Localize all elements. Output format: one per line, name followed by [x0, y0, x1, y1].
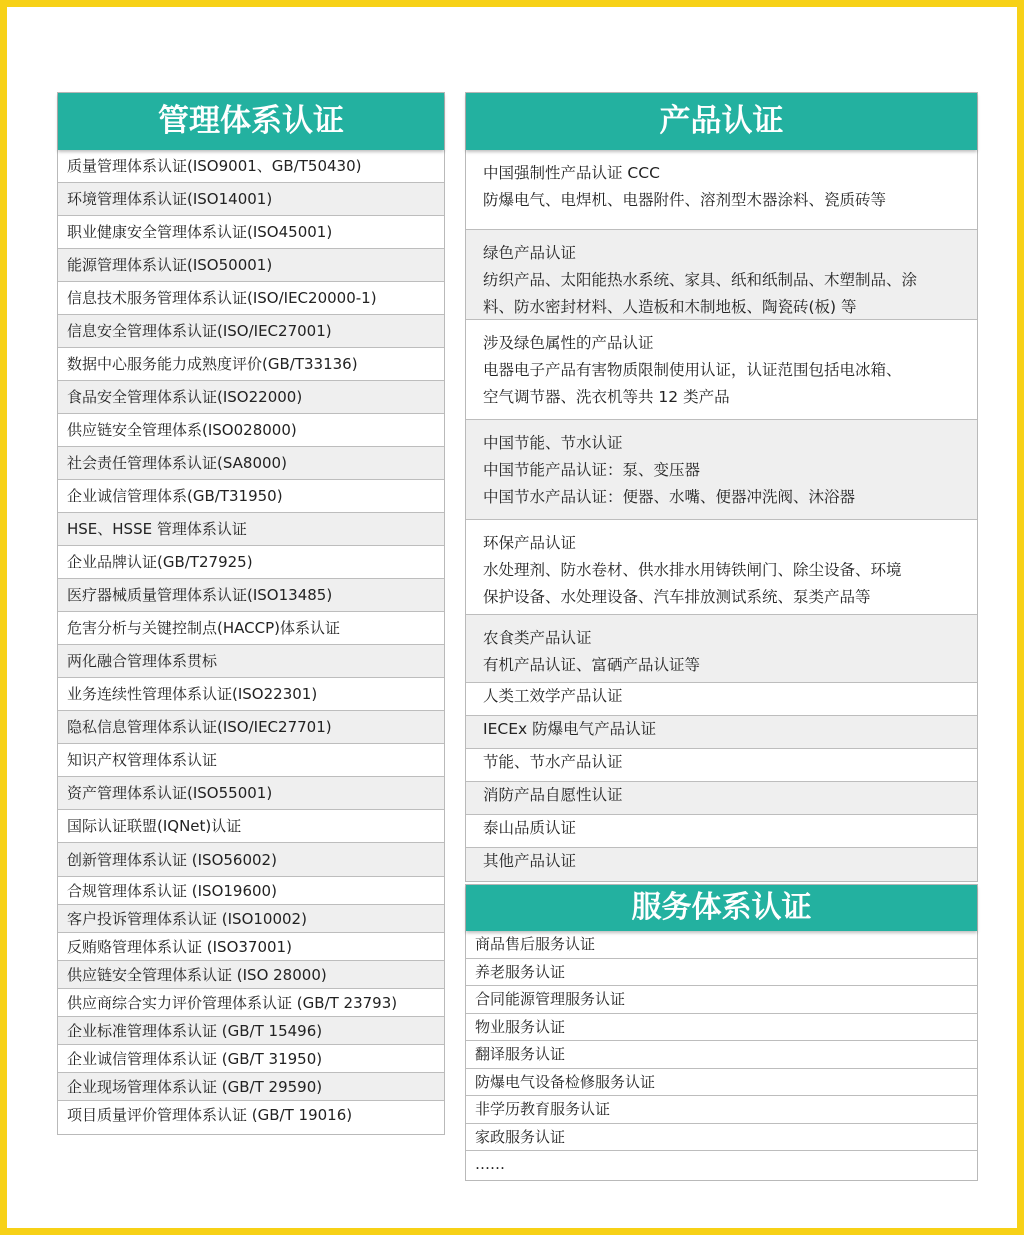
product-item-title: 其他产品认证 [483, 852, 577, 870]
service-item: 养老服务认证 [466, 959, 977, 987]
service-item: …… [475, 1155, 505, 1173]
product-item-detail: 防爆电气、电焊机、电器附件、溶剂型木器涂料、瓷质砖等 [483, 191, 887, 209]
product-item-title: 环保产品认证 [483, 534, 577, 552]
service-item: 翻译服务认证 [466, 1041, 977, 1069]
product-item [466, 320, 977, 420]
product-item [466, 815, 977, 848]
product-item-detail: 料、防水密封材料、人造板和木制地板、陶瓷砖(板) 等 [483, 298, 857, 316]
service-panel-title: 服务体系认证 [466, 885, 977, 931]
service-item: 合同能源管理服务认证 [466, 986, 977, 1014]
management-item: 合规管理体系认证 (ISO19600) [58, 877, 444, 905]
product-item-title: 节能、节水产品认证 [483, 753, 623, 771]
product-item-detail: 空气调节器、洗衣机等共 12 类产品 [483, 388, 730, 406]
management-item: 反贿赂管理体系认证 (ISO37001) [58, 933, 444, 961]
product-item-title: 泰山品质认证 [483, 819, 577, 837]
management-item: 食品安全管理体系认证(ISO22000) [58, 381, 444, 414]
management-item: 信息技术服务管理体系认证(ISO/IEC20000-1) [58, 282, 444, 315]
management-item: 供应链安全管理体系(ISO028000) [58, 414, 444, 447]
management-item: 业务连续性管理体系认证(ISO22301) [58, 678, 444, 711]
management-item: 信息安全管理体系认证(ISO/IEC27001) [58, 315, 444, 348]
product-item [466, 615, 977, 683]
product-item-title: 农食类产品认证 [483, 629, 592, 647]
management-item: HSE、HSSE 管理体系认证 [58, 513, 444, 546]
service-item: 物业服务认证 [466, 1014, 977, 1042]
product-item [466, 848, 977, 881]
management-item: 供应链安全管理体系认证 (ISO 28000) [58, 961, 444, 989]
management-item: 知识产权管理体系认证 [58, 744, 444, 777]
product-panel-title: 产品认证 [466, 93, 977, 150]
management-item: 项目质量评价管理体系认证 (GB/T 19016) [67, 1106, 353, 1124]
product-item-detail: 水处理剂、防水卷材、供水排水用铸铁闸门、除尘设备、环境 [483, 561, 902, 579]
service-certification-panel [465, 884, 978, 1181]
management-item: 企业品牌认证(GB/T27925) [58, 546, 444, 579]
management-item: 隐私信息管理体系认证(ISO/IEC27701) [58, 711, 444, 744]
management-item: 质量管理体系认证(ISO9001、GB/T50430) [58, 150, 444, 183]
management-item: 两化融合管理体系贯标 [58, 645, 444, 678]
product-item-title: 中国强制性产品认证 CCC [483, 164, 660, 182]
product-item-detail: 纺织产品、太阳能热水系统、家具、纸和纸制品、木塑制品、涂 [483, 271, 918, 289]
product-item-title: 绿色产品认证 [483, 244, 577, 262]
product-item-detail: 保护设备、水处理设备、汽车排放测试系统、泵类产品等 [483, 588, 871, 606]
service-item: 商品售后服务认证 [466, 931, 977, 959]
management-item: 资产管理体系认证(ISO55001) [58, 777, 444, 810]
product-item-title: 涉及绿色属性的产品认证 [483, 334, 654, 352]
service-item: 家政服务认证 [466, 1124, 977, 1152]
management-item: 职业健康安全管理体系认证(ISO45001) [58, 216, 444, 249]
management-list [58, 150, 444, 1129]
management-item: 环境管理体系认证(ISO14001) [58, 183, 444, 216]
product-item-detail: 有机产品认证、富硒产品认证等 [483, 656, 701, 674]
management-item: 企业标准管理体系认证 (GB/T 15496) [58, 1017, 444, 1045]
management-item: 社会责任管理体系认证(SA8000) [58, 447, 444, 480]
product-item-title: 人类工效学产品认证 [483, 687, 623, 705]
management-certification-panel [57, 92, 445, 1135]
product-list [466, 150, 977, 881]
management-item: 医疗器械质量管理体系认证(ISO13485) [58, 579, 444, 612]
product-item-title: 消防产品自愿性认证 [483, 786, 623, 804]
management-item: 危害分析与关键控制点(HACCP)体系认证 [58, 612, 444, 645]
product-item [466, 749, 977, 782]
product-item [466, 230, 977, 320]
management-item: 数据中心服务能力成熟度评价(GB/T33136) [58, 348, 444, 381]
management-panel-title: 管理体系认证 [58, 93, 444, 150]
product-item-title: 中国节能、节水认证 [483, 434, 623, 452]
product-certification-panel [465, 92, 978, 882]
service-list [466, 931, 977, 1179]
management-item: 能源管理体系认证(ISO50001) [58, 249, 444, 282]
product-item [466, 520, 977, 615]
product-item-title: IECEx 防爆电气产品认证 [483, 720, 657, 738]
management-item: 供应商综合实力评价管理体系认证 (GB/T 23793) [58, 989, 444, 1017]
service-item: 非学历教育服务认证 [466, 1096, 977, 1124]
product-item [466, 420, 977, 520]
product-item-detail: 电器电子产品有害物质限制使用认证，认证范围包括电冰箱、 [483, 361, 902, 379]
product-item [466, 150, 977, 230]
product-item-detail: 中国节能产品认证：泵、变压器 [483, 461, 701, 479]
product-item [466, 782, 977, 815]
product-item-detail: 中国节水产品认证：便器、水嘴、便器冲洗阀、沐浴器 [483, 488, 856, 506]
management-item: 企业诚信管理体系(GB/T31950) [58, 480, 444, 513]
management-item: 企业现场管理体系认证 (GB/T 29590) [58, 1073, 444, 1101]
management-item: 创新管理体系认证 (ISO56002) [58, 843, 444, 877]
service-item: 防爆电气设备检修服务认证 [466, 1069, 977, 1097]
product-item [466, 683, 977, 716]
management-item: 企业诚信管理体系认证 (GB/T 31950) [58, 1045, 444, 1073]
management-item: 国际认证联盟(IQNet)认证 [58, 810, 444, 843]
management-item: 客户投诉管理体系认证 (ISO10002) [58, 905, 444, 933]
product-item [466, 716, 977, 749]
